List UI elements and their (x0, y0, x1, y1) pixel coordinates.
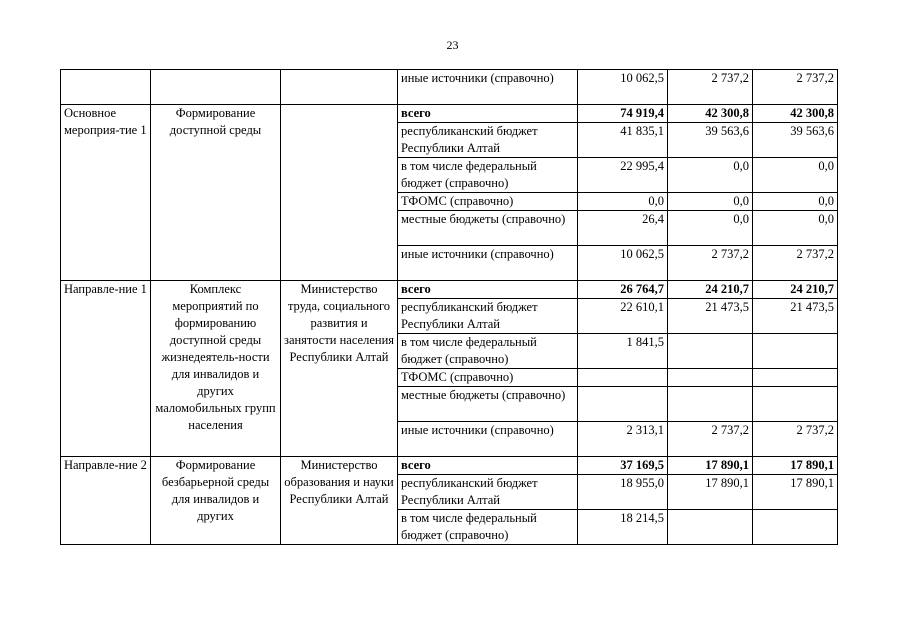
amount-cell: 39 563,6 (668, 123, 753, 158)
amount-cell: 2 737,2 (753, 70, 838, 105)
funding-source-cell: местные бюджеты (справочно) (398, 387, 578, 422)
amount-cell: 10 062,5 (578, 70, 668, 105)
amount-cell: 0,0 (753, 158, 838, 193)
funding-source-cell: в том числе федеральный бюджет (справочно) (398, 334, 578, 369)
event-name-cell: Комплекс мероприятий по формированию доступной среды жизнедеятель-ности для инвалидов и других маломобильных групп населения (151, 281, 281, 457)
table-row (61, 70, 838, 105)
name-cell (151, 70, 281, 105)
amount-cell: 26 764,7 (578, 281, 668, 299)
table-row (61, 281, 838, 299)
funding-source-cell: в том числе федеральный бюджет (справочно) (398, 510, 578, 545)
amount-cell: 41 835,1 (578, 123, 668, 158)
amount-cell (753, 387, 838, 422)
executor-cell: Министерство труда, социального развития и занятости населения Республики Алтай (281, 281, 398, 457)
amount-cell: 24 210,7 (753, 281, 838, 299)
amount-cell: 10 062,5 (578, 246, 668, 281)
amount-cell: 17 890,1 (753, 475, 838, 510)
amount-cell (668, 387, 753, 422)
budget-table-body (61, 70, 838, 545)
amount-cell: 18 955,0 (578, 475, 668, 510)
event-name-cell: Формирование безбарьерной среды для инвалидов и других (151, 457, 281, 545)
amount-cell: 0,0 (578, 193, 668, 211)
amount-cell: 2 313,1 (578, 422, 668, 457)
code-cell (61, 70, 151, 105)
amount-cell: 18 214,5 (578, 510, 668, 545)
amount-cell: 0,0 (753, 193, 838, 211)
amount-cell: 1 841,5 (578, 334, 668, 369)
funding-source-cell: ТФОМС (справочно) (398, 193, 578, 211)
amount-cell: 2 737,2 (668, 246, 753, 281)
amount-cell: 2 737,2 (753, 246, 838, 281)
funding-source-cell: ТФОМС (справочно) (398, 369, 578, 387)
amount-cell: 24 210,7 (668, 281, 753, 299)
amount-cell (668, 369, 753, 387)
event-code-cell: Основное мероприя-тие 1 (61, 105, 151, 281)
funding-source-cell: иные источники (справочно) (398, 70, 578, 105)
amount-cell: 39 563,6 (753, 123, 838, 158)
amount-cell: 0,0 (668, 211, 753, 246)
amount-cell: 37 169,5 (578, 457, 668, 475)
funding-source-cell: республиканский бюджет Республики Алтай (398, 123, 578, 158)
amount-cell: 42 300,8 (753, 105, 838, 123)
amount-cell (668, 510, 753, 545)
page-number: 23 (446, 38, 459, 52)
amount-cell: 0,0 (753, 211, 838, 246)
amount-cell: 2 737,2 (668, 70, 753, 105)
amount-cell: 21 473,5 (753, 299, 838, 334)
amount-cell (753, 334, 838, 369)
amount-cell: 22 995,4 (578, 158, 668, 193)
funding-source-cell: иные источники (справочно) (398, 422, 578, 457)
executor-cell (281, 105, 398, 281)
executor-cell (281, 70, 398, 105)
funding-source-cell: местные бюджеты (справочно) (398, 211, 578, 246)
funding-source-cell: в том числе федеральный бюджет (справочно) (398, 158, 578, 193)
amount-cell (753, 369, 838, 387)
event-code-cell: Направле-ние 2 (61, 457, 151, 545)
table-row (61, 105, 838, 123)
amount-cell: 26,4 (578, 211, 668, 246)
amount-cell (753, 510, 838, 545)
amount-cell: 2 737,2 (668, 422, 753, 457)
amount-cell (668, 334, 753, 369)
executor-cell: Министерство образования и науки Республики Алтай (281, 457, 398, 545)
funding-source-cell: всего (398, 105, 578, 123)
amount-cell (578, 369, 668, 387)
table-row (61, 457, 838, 475)
amount-cell: 74 919,4 (578, 105, 668, 123)
event-code-cell: Направле-ние 1 (61, 281, 151, 457)
amount-cell: 17 890,1 (753, 457, 838, 475)
amount-cell: 17 890,1 (668, 457, 753, 475)
amount-cell: 42 300,8 (668, 105, 753, 123)
funding-source-cell: республиканский бюджет Республики Алтай (398, 475, 578, 510)
funding-source-cell: всего (398, 457, 578, 475)
amount-cell: 2 737,2 (753, 422, 838, 457)
event-name-cell: Формирование доступной среды (151, 105, 281, 281)
budget-table (60, 69, 838, 545)
amount-cell (578, 387, 668, 422)
amount-cell: 0,0 (668, 193, 753, 211)
amount-cell: 17 890,1 (668, 475, 753, 510)
amount-cell: 21 473,5 (668, 299, 753, 334)
amount-cell: 22 610,1 (578, 299, 668, 334)
funding-source-cell: республиканский бюджет Республики Алтай (398, 299, 578, 334)
amount-cell: 0,0 (668, 158, 753, 193)
funding-source-cell: иные источники (справочно) (398, 246, 578, 281)
funding-source-cell: всего (398, 281, 578, 299)
